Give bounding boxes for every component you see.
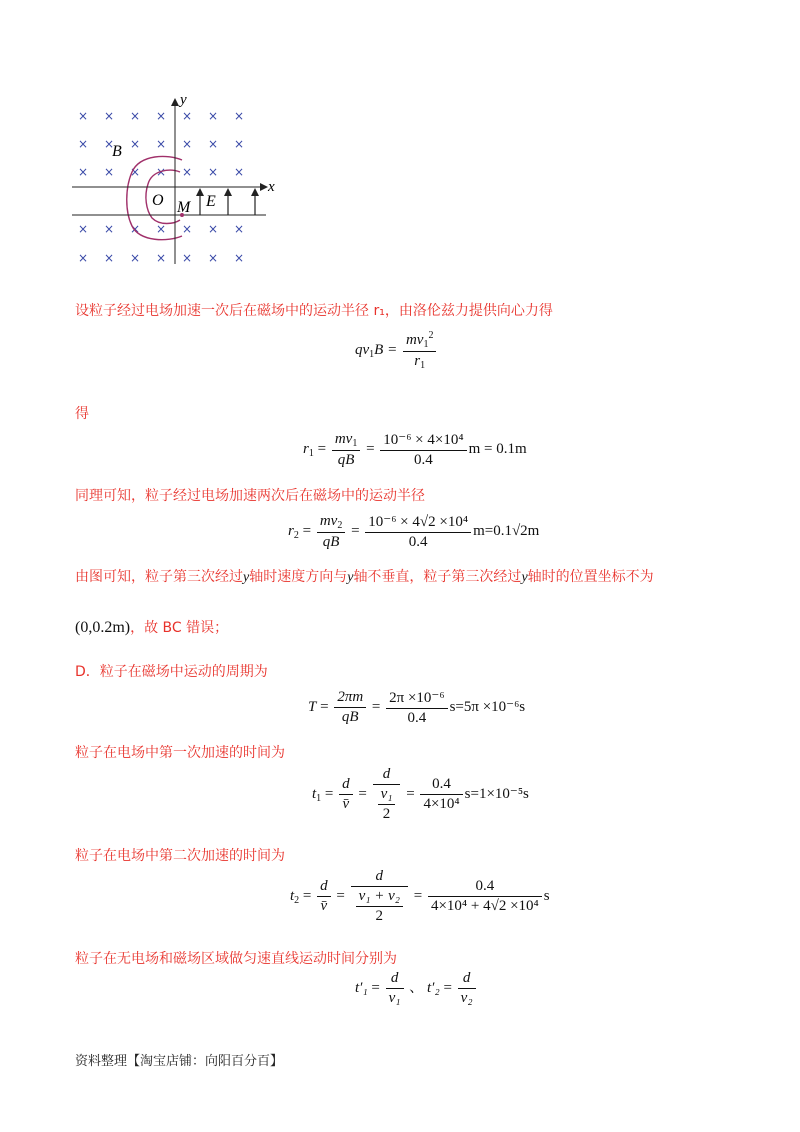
footer-source: 资料整理【淘宝店铺：向阳百分百】: [75, 1054, 284, 1069]
field-cross-mark: ×: [208, 109, 219, 123]
field-cross-mark: ×: [234, 109, 245, 123]
field-cross-mark: ×: [208, 251, 219, 265]
field-cross-mark: ×: [156, 137, 167, 151]
text-third-crossing: 由图可知，粒子第三次经过y轴时速度方向与y轴不垂直，粒子第三次经过y轴时的位置坐标不为: [75, 569, 654, 585]
field-cross-mark: ×: [104, 109, 115, 123]
field-cross-mark: ×: [78, 222, 89, 236]
field-cross-mark: ×: [208, 137, 219, 151]
field-cross-mark: ×: [234, 222, 245, 236]
field-cross-mark: ×: [182, 165, 193, 179]
equation-uniform-times: t′₁ = $\frac{d}{\text{v₁}}$ 、 t′₂ = $\frac{d}{\text{v₂}}$: [355, 970, 478, 1007]
text-uniform-motion-time: 粒子在无电场和磁场区域做匀速直线运动时间分别为: [75, 951, 397, 967]
text-therefore: 得: [75, 406, 89, 422]
equation-t1: $t_1$ = $\frac{d}{v̄}$ = $\frac{d}{\frac{\text{v₁}}{2}}$ = $\frac{0.4}{\text{4×10⁴}}$ s=1×10⁻⁵s: [312, 766, 529, 822]
field-cross-mark: ×: [182, 109, 193, 123]
field-cross-mark: ×: [104, 222, 115, 236]
field-cross-mark: ×: [182, 137, 193, 151]
field-cross-mark: ×: [130, 222, 141, 236]
equation-r2: $r_2$ = $\frac{mv_2}{qB}$ = $\frac{\text{10⁻⁶ × 4√2 ×10⁴}}{0.4}$ m=0.1√2m: [288, 512, 540, 550]
equation-lorentz: $qv_1B$ = $\frac{mv_1^2}{r_1}$: [355, 330, 438, 371]
field-cross-mark: ×: [130, 109, 141, 123]
field-cross-mark: ×: [104, 251, 115, 265]
label-e: E: [206, 193, 216, 210]
text-first-acceleration-time: 粒子在电场中第一次加速的时间为: [75, 745, 285, 761]
text-radius-intro: 设粒子经过电场加速一次后在磁场中的运动半径 r₁，由洛伦兹力提供向心力得: [75, 303, 553, 319]
field-cross-mark: ×: [208, 222, 219, 236]
field-diagram: [70, 88, 290, 268]
label-x: x: [268, 179, 275, 195]
field-cross-mark: ×: [182, 251, 193, 265]
text-second-radius: 同理可知，粒子经过电场加速两次后在磁场中的运动半径: [75, 488, 425, 504]
field-cross-mark: ×: [156, 251, 167, 265]
field-cross-mark: ×: [130, 137, 141, 151]
field-cross-mark: ×: [130, 251, 141, 265]
label-o: O: [152, 192, 164, 209]
field-cross-mark: ×: [234, 251, 245, 265]
field-cross-mark: ×: [78, 109, 89, 123]
field-cross-mark: ×: [104, 137, 115, 151]
field-cross-mark: ×: [78, 251, 89, 265]
field-cross-mark: ×: [104, 165, 115, 179]
y-axis-arrow: [171, 98, 179, 106]
field-cross-mark: ×: [156, 109, 167, 123]
field-cross-mark: ×: [78, 137, 89, 151]
field-cross-mark: ×: [234, 137, 245, 151]
label-b: B: [112, 143, 122, 160]
equation-period: T = $\frac{2\pi m}{qB}$ = $\frac{\text{2π ×10⁻⁶}}{0.4}$ s=5π ×10⁻⁶s: [308, 689, 526, 726]
field-cross-mark: ×: [156, 222, 167, 236]
field-cross-mark: ×: [182, 222, 193, 236]
text-bc-wrong: (0,0.2m)，故 BC 错误；: [75, 619, 229, 636]
field-cross-mark: ×: [234, 165, 245, 179]
equation-t2: $t_2$ = $\frac{d}{v̄}$ = $\frac{d}{\frac{\text{v₁ + v₂}}{2}}$ = $\frac{0.4}{\text{4×10⁴ + 4√2 ×10⁴}}$ s: [290, 868, 550, 924]
field-cross-mark: ×: [156, 165, 167, 179]
field-cross-mark: ×: [78, 165, 89, 179]
label-m: M: [177, 199, 191, 216]
text-option-d-period: D．粒子在磁场中运动的周期为: [75, 664, 268, 680]
text-second-acceleration-time: 粒子在电场中第二次加速的时间为: [75, 848, 285, 864]
field-cross-mark: ×: [208, 165, 219, 179]
label-y: y: [180, 92, 187, 108]
x-axis-arrow: [260, 183, 268, 191]
equation-r1: $r_1$ = $\frac{mv_1}{qB}$ = $\frac{\text{10⁻⁶ × 4×10⁴}}{0.4}$ m = 0.1m: [303, 430, 527, 468]
field-cross-mark: ×: [130, 165, 141, 179]
